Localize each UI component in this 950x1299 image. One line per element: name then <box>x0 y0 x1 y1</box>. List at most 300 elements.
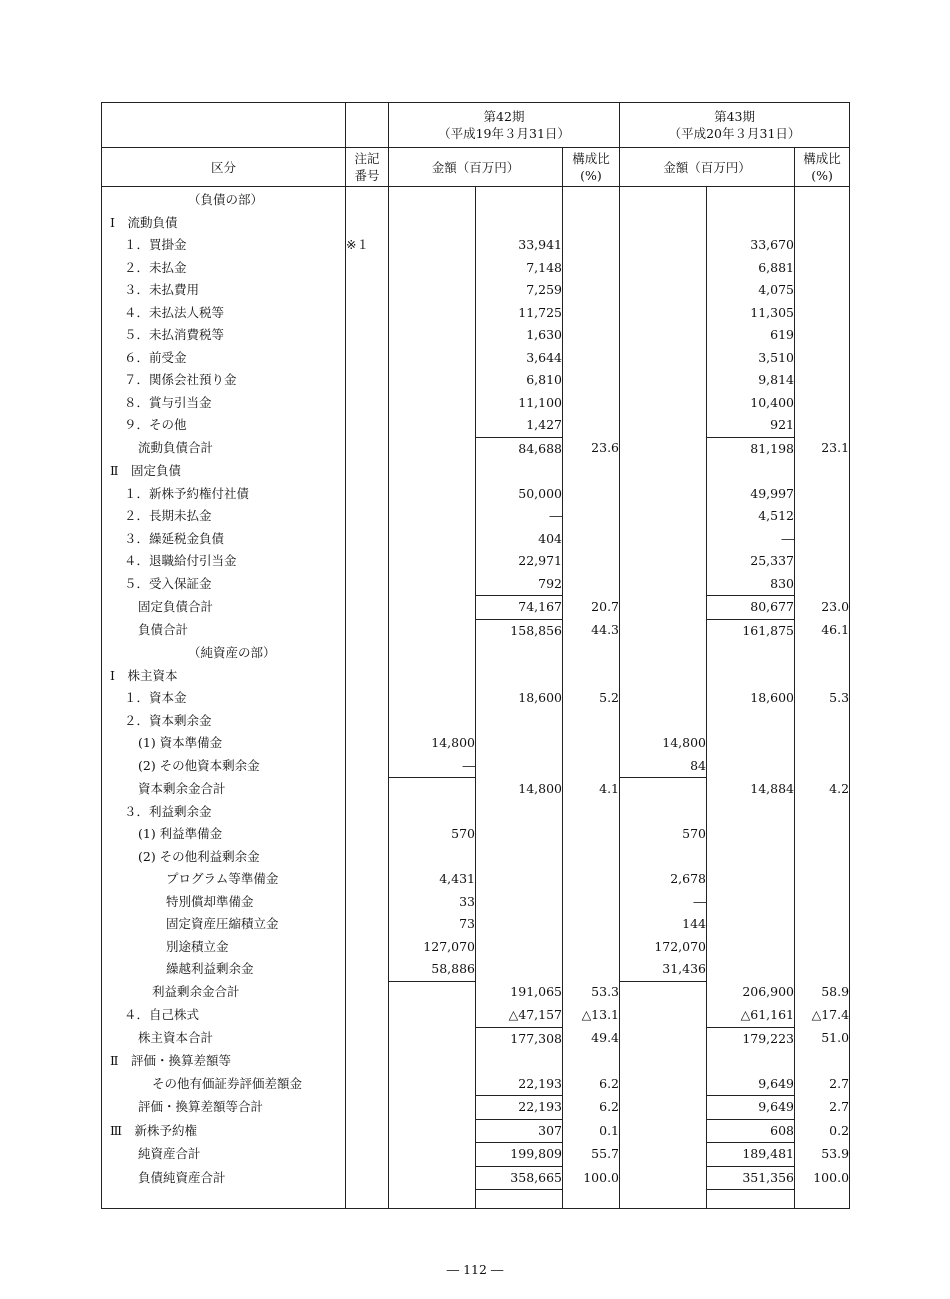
p42-sub-amount: 4,431 <box>389 868 476 891</box>
p42-ratio <box>563 302 620 325</box>
p42-total-amount: 11,100 <box>476 392 563 415</box>
row-note <box>346 1096 389 1120</box>
p43-ratio <box>795 257 850 280</box>
row-label: ４．自己株式 <box>102 1004 346 1027</box>
p42-ratio <box>563 324 620 347</box>
row-label: ８．賞与引当金 <box>102 392 346 415</box>
p42-sub-amount <box>389 347 476 370</box>
row-note <box>346 369 389 392</box>
p43-sub-amount <box>620 460 707 483</box>
row-note <box>346 437 389 460</box>
table-row <box>102 778 850 801</box>
row-label: ７．関係会社預り金 <box>102 369 346 392</box>
row-note <box>346 665 389 688</box>
period-42-date: （平成19年３月31日） <box>438 126 570 141</box>
p43-total-amount <box>707 460 795 483</box>
p43-sub-amount: 2,678 <box>620 868 707 891</box>
row-label: ９．その他 <box>102 414 346 437</box>
p43-ratio <box>795 1050 850 1073</box>
p42-total-amount <box>476 936 563 959</box>
p42-ratio <box>563 823 620 846</box>
empty-cell <box>563 1190 620 1209</box>
p43-total-amount <box>707 958 795 981</box>
p43-total-amount: 608 <box>707 1119 795 1143</box>
p42-total-amount <box>476 642 563 665</box>
row-label: (1) 資本準備金 <box>102 732 346 755</box>
p43-sub-amount <box>620 710 707 733</box>
row-note <box>346 913 389 936</box>
row-label: Ⅰ 株主資本 <box>102 665 346 688</box>
p43-ratio: 2.7 <box>795 1073 850 1096</box>
p42-sub-amount <box>389 665 476 688</box>
p43-total-amount: 14,884 <box>707 778 795 801</box>
p43-total-amount: 10,400 <box>707 392 795 415</box>
p42-total-amount <box>476 460 563 483</box>
table-row <box>102 1119 850 1143</box>
p42-sub-amount: ― <box>389 755 476 778</box>
p43-sub-amount <box>620 1119 707 1143</box>
table-row <box>102 212 850 235</box>
table-row <box>102 369 850 392</box>
table-row <box>102 234 850 257</box>
p42-ratio <box>563 642 620 665</box>
row-note <box>346 550 389 573</box>
p43-sub-amount <box>620 573 707 596</box>
row-label: (1) 利益準備金 <box>102 823 346 846</box>
p43-total-amount: 11,305 <box>707 302 795 325</box>
row-note <box>346 302 389 325</box>
table-row <box>102 823 850 846</box>
p42-sub-amount <box>389 1073 476 1096</box>
p42-ratio <box>563 187 620 212</box>
row-label: ４．未払法人税等 <box>102 302 346 325</box>
p42-ratio <box>563 573 620 596</box>
p42-total-amount <box>476 187 563 212</box>
row-note <box>346 1027 389 1050</box>
row-label: 繰越利益剰余金 <box>102 958 346 981</box>
p42-sub-amount <box>389 505 476 528</box>
p43-ratio: 23.0 <box>795 596 850 620</box>
p43-ratio <box>795 528 850 551</box>
table-row <box>102 437 850 460</box>
p43-total-amount <box>707 913 795 936</box>
header-note: 注記番号 <box>346 148 389 187</box>
p43-ratio <box>795 891 850 914</box>
p43-sub-amount: 144 <box>620 913 707 936</box>
table-row <box>102 958 850 981</box>
p43-ratio: 51.0 <box>795 1027 850 1050</box>
p42-ratio <box>563 528 620 551</box>
p43-ratio: 5.3 <box>795 687 850 710</box>
table-row <box>102 279 850 302</box>
row-note <box>346 891 389 914</box>
p42-sub-amount <box>389 642 476 665</box>
p43-sub-amount <box>620 505 707 528</box>
p43-total-amount: 830 <box>707 573 795 596</box>
header-row-periods <box>102 103 850 148</box>
p43-sub-amount <box>620 1004 707 1027</box>
p43-total-amount: 351,356 <box>707 1166 795 1190</box>
table-row <box>102 710 850 733</box>
p43-sub-amount: 31,436 <box>620 958 707 981</box>
p43-sub-amount <box>620 302 707 325</box>
p43-sub-amount <box>620 1073 707 1096</box>
p43-sub-amount <box>620 414 707 437</box>
table-row <box>102 846 850 869</box>
row-label: ６．前受金 <box>102 347 346 370</box>
header-row-columns <box>102 148 850 187</box>
row-note <box>346 528 389 551</box>
p42-sub-amount: 73 <box>389 913 476 936</box>
p42-total-amount <box>476 801 563 824</box>
p43-total-amount <box>707 868 795 891</box>
table-row <box>102 483 850 506</box>
p42-total-amount: 7,148 <box>476 257 563 280</box>
row-label: (2) その他利益剰余金 <box>102 846 346 869</box>
row-note <box>346 823 389 846</box>
p42-ratio <box>563 936 620 959</box>
p43-sub-amount: 172,070 <box>620 936 707 959</box>
p43-total-amount: 81,198 <box>707 437 795 460</box>
p42-total-amount <box>476 212 563 235</box>
empty-cell <box>389 1190 476 1209</box>
empty-cell <box>476 1190 563 1209</box>
table-row <box>102 414 850 437</box>
row-note <box>346 187 389 212</box>
p43-ratio <box>795 279 850 302</box>
table-row <box>102 460 850 483</box>
p43-total-amount <box>707 710 795 733</box>
p43-sub-amount <box>620 801 707 824</box>
row-note <box>346 212 389 235</box>
p43-total-amount: 619 <box>707 324 795 347</box>
p43-sub-amount <box>620 596 707 620</box>
p43-total-amount: 179,223 <box>707 1027 795 1050</box>
p43-total-amount: 9,649 <box>707 1096 795 1120</box>
row-note <box>346 710 389 733</box>
p42-ratio <box>563 868 620 891</box>
row-note: ※１ <box>346 234 389 257</box>
row-label: その他有価証券評価差額金 <box>102 1073 346 1096</box>
p42-sub-amount: 570 <box>389 823 476 846</box>
empty-cell <box>707 1190 795 1209</box>
p43-ratio <box>795 936 850 959</box>
p43-ratio <box>795 414 850 437</box>
table-row <box>102 596 850 620</box>
p42-total-amount <box>476 755 563 778</box>
row-note <box>346 1073 389 1096</box>
p43-total-amount <box>707 1050 795 1073</box>
period-42-label: 第42期 <box>483 109 525 124</box>
p43-sub-amount: ― <box>620 891 707 914</box>
table-row <box>102 665 850 688</box>
p42-total-amount: 358,665 <box>476 1166 563 1190</box>
p42-total-amount: 22,971 <box>476 550 563 573</box>
p43-sub-amount <box>620 392 707 415</box>
p42-sub-amount <box>389 1119 476 1143</box>
p42-ratio <box>563 369 620 392</box>
p42-ratio <box>563 414 620 437</box>
p42-total-amount: 22,193 <box>476 1073 563 1096</box>
p43-total-amount: 25,337 <box>707 550 795 573</box>
header-ratio-43: 構成比(%) <box>795 148 850 187</box>
p42-sub-amount <box>389 460 476 483</box>
header-period-42 <box>389 103 620 148</box>
p42-ratio <box>563 1050 620 1073</box>
p43-sub-amount <box>620 324 707 347</box>
p42-ratio: 5.2 <box>563 687 620 710</box>
p43-ratio <box>795 868 850 891</box>
table-row <box>102 505 850 528</box>
p43-total-amount <box>707 801 795 824</box>
row-note <box>346 958 389 981</box>
p42-sub-amount <box>389 302 476 325</box>
p43-total-amount: 4,512 <box>707 505 795 528</box>
p43-sub-amount <box>620 778 707 801</box>
p42-sub-amount <box>389 573 476 596</box>
p42-sub-amount <box>389 687 476 710</box>
p42-total-amount <box>476 665 563 688</box>
p43-total-amount: ― <box>707 528 795 551</box>
p43-sub-amount <box>620 665 707 688</box>
p42-ratio: 6.2 <box>563 1073 620 1096</box>
p43-ratio <box>795 369 850 392</box>
p42-total-amount: 18,600 <box>476 687 563 710</box>
row-note <box>346 619 389 642</box>
p43-total-amount <box>707 732 795 755</box>
p42-ratio <box>563 550 620 573</box>
p43-ratio <box>795 234 850 257</box>
p42-sub-amount <box>389 778 476 801</box>
p42-total-amount: 74,167 <box>476 596 563 620</box>
p42-ratio: 20.7 <box>563 596 620 620</box>
p43-ratio <box>795 460 850 483</box>
row-label: プログラム等準備金 <box>102 868 346 891</box>
row-note <box>346 687 389 710</box>
p42-ratio <box>563 505 620 528</box>
p42-total-amount: 1,630 <box>476 324 563 347</box>
table-row <box>102 732 850 755</box>
page-number: ― 112 ― <box>446 1262 504 1277</box>
p42-ratio <box>563 846 620 869</box>
p43-total-amount: △61,161 <box>707 1004 795 1027</box>
header-amount-42: 金額（百万円） <box>389 148 563 187</box>
p43-total-amount <box>707 212 795 235</box>
p42-ratio <box>563 958 620 981</box>
table-row <box>102 936 850 959</box>
p43-sub-amount <box>620 257 707 280</box>
row-label: 資本剰余金合計 <box>102 778 346 801</box>
empty-cell <box>346 1190 389 1209</box>
p43-sub-amount <box>620 1027 707 1050</box>
row-note <box>346 778 389 801</box>
row-note <box>346 981 389 1004</box>
row-label: 固定資産圧縮積立金 <box>102 913 346 936</box>
table-row <box>102 347 850 370</box>
p42-total-amount: 307 <box>476 1119 563 1143</box>
p43-ratio <box>795 187 850 212</box>
row-label: Ⅰ 流動負債 <box>102 212 346 235</box>
p43-ratio <box>795 913 850 936</box>
p43-sub-amount <box>620 187 707 212</box>
row-note <box>346 642 389 665</box>
p43-ratio: 23.1 <box>795 437 850 460</box>
p43-sub-amount <box>620 550 707 573</box>
p43-sub-amount <box>620 687 707 710</box>
p42-total-amount: 14,800 <box>476 778 563 801</box>
p42-total-amount: 199,809 <box>476 1143 563 1167</box>
p42-sub-amount: 14,800 <box>389 732 476 755</box>
row-note <box>346 505 389 528</box>
p42-total-amount: 22,193 <box>476 1096 563 1120</box>
p43-sub-amount <box>620 642 707 665</box>
row-note <box>346 868 389 891</box>
p42-total-amount <box>476 868 563 891</box>
p43-total-amount <box>707 846 795 869</box>
p43-total-amount <box>707 936 795 959</box>
table-row <box>102 687 850 710</box>
p42-ratio: 0.1 <box>563 1119 620 1143</box>
p42-total-amount <box>476 823 563 846</box>
p43-total-amount: 9,814 <box>707 369 795 392</box>
header-ratio-42: 構成比(%) <box>563 148 620 187</box>
p43-sub-amount <box>620 279 707 302</box>
row-label: 流動負債合計 <box>102 437 346 460</box>
p42-ratio <box>563 755 620 778</box>
p43-total-amount: 206,900 <box>707 981 795 1004</box>
p42-ratio: 4.1 <box>563 778 620 801</box>
p43-ratio <box>795 302 850 325</box>
p43-sub-amount <box>620 1166 707 1190</box>
row-label: （純資産の部） <box>102 642 346 665</box>
p42-sub-amount <box>389 981 476 1004</box>
row-note <box>346 460 389 483</box>
row-label: ３．未払費用 <box>102 279 346 302</box>
row-note <box>346 755 389 778</box>
header-blank-note <box>346 103 389 148</box>
p43-ratio <box>795 483 850 506</box>
p42-sub-amount <box>389 1004 476 1027</box>
row-label: 別途積立金 <box>102 936 346 959</box>
p43-ratio: △17.4 <box>795 1004 850 1027</box>
p43-ratio <box>795 212 850 235</box>
row-note <box>346 1143 389 1167</box>
p42-total-amount: 33,941 <box>476 234 563 257</box>
p42-total-amount: 1,427 <box>476 414 563 437</box>
p43-total-amount: 4,075 <box>707 279 795 302</box>
p42-ratio <box>563 347 620 370</box>
balance-sheet-table <box>101 102 850 1209</box>
row-label: Ⅲ 新株予約権 <box>102 1119 346 1143</box>
table-row <box>102 913 850 936</box>
table-row <box>102 1166 850 1190</box>
p43-ratio: 2.7 <box>795 1096 850 1120</box>
row-label: 固定負債合計 <box>102 596 346 620</box>
p42-sub-amount <box>389 596 476 620</box>
row-label: ５．受入保証金 <box>102 573 346 596</box>
p42-total-amount: 404 <box>476 528 563 551</box>
p43-ratio <box>795 347 850 370</box>
p43-ratio <box>795 550 850 573</box>
p43-ratio <box>795 710 850 733</box>
header-blank <box>102 103 346 148</box>
row-label: 特別償却準備金 <box>102 891 346 914</box>
p42-sub-amount <box>389 369 476 392</box>
p42-sub-amount <box>389 279 476 302</box>
row-label: 負債合計 <box>102 619 346 642</box>
p43-ratio <box>795 573 850 596</box>
table-row <box>102 187 850 212</box>
table-row <box>102 1143 850 1167</box>
period-43-date: （平成20年３月31日） <box>668 126 801 141</box>
empty-cell <box>620 1190 707 1209</box>
p42-ratio: 23.6 <box>563 437 620 460</box>
row-note <box>346 846 389 869</box>
p42-ratio: 100.0 <box>563 1166 620 1190</box>
p42-total-amount <box>476 958 563 981</box>
header-period-43 <box>620 103 850 148</box>
table-row <box>102 1096 850 1120</box>
p42-total-amount <box>476 913 563 936</box>
row-label: 株主資本合計 <box>102 1027 346 1050</box>
row-label: １．買掛金 <box>102 234 346 257</box>
p42-total-amount: 191,065 <box>476 981 563 1004</box>
p43-ratio <box>795 324 850 347</box>
p43-ratio <box>795 392 850 415</box>
row-label: ２．資本剰余金 <box>102 710 346 733</box>
p42-ratio <box>563 801 620 824</box>
p42-total-amount: 7,259 <box>476 279 563 302</box>
p43-sub-amount: 84 <box>620 755 707 778</box>
p42-sub-amount <box>389 1050 476 1073</box>
table-row <box>102 891 850 914</box>
row-label: 利益剰余金合計 <box>102 981 346 1004</box>
p43-ratio <box>795 665 850 688</box>
p42-total-amount: 50,000 <box>476 483 563 506</box>
p43-sub-amount <box>620 1096 707 1120</box>
p43-sub-amount <box>620 528 707 551</box>
p42-sub-amount <box>389 1027 476 1050</box>
table-row <box>102 392 850 415</box>
empty-cell <box>795 1190 850 1209</box>
p42-sub-amount <box>389 1143 476 1167</box>
p43-sub-amount <box>620 1143 707 1167</box>
table-row <box>102 302 850 325</box>
row-note <box>346 257 389 280</box>
p42-ratio <box>563 279 620 302</box>
p43-total-amount <box>707 891 795 914</box>
p42-ratio: 53.3 <box>563 981 620 1004</box>
p43-total-amount: 80,677 <box>707 596 795 620</box>
p42-ratio <box>563 710 620 733</box>
p42-sub-amount <box>389 550 476 573</box>
table-row <box>102 981 850 1004</box>
row-label: （負債の部） <box>102 187 346 212</box>
p43-sub-amount <box>620 981 707 1004</box>
p43-sub-amount <box>620 369 707 392</box>
p43-total-amount: 9,649 <box>707 1073 795 1096</box>
table-row <box>102 550 850 573</box>
p43-sub-amount <box>620 347 707 370</box>
p42-sub-amount <box>389 528 476 551</box>
p42-sub-amount <box>389 212 476 235</box>
row-label: 純資産合計 <box>102 1143 346 1167</box>
table-row <box>102 324 850 347</box>
p43-ratio: 46.1 <box>795 619 850 642</box>
p43-total-amount <box>707 823 795 846</box>
row-label: 負債純資産合計 <box>102 1166 346 1190</box>
p43-sub-amount <box>620 234 707 257</box>
